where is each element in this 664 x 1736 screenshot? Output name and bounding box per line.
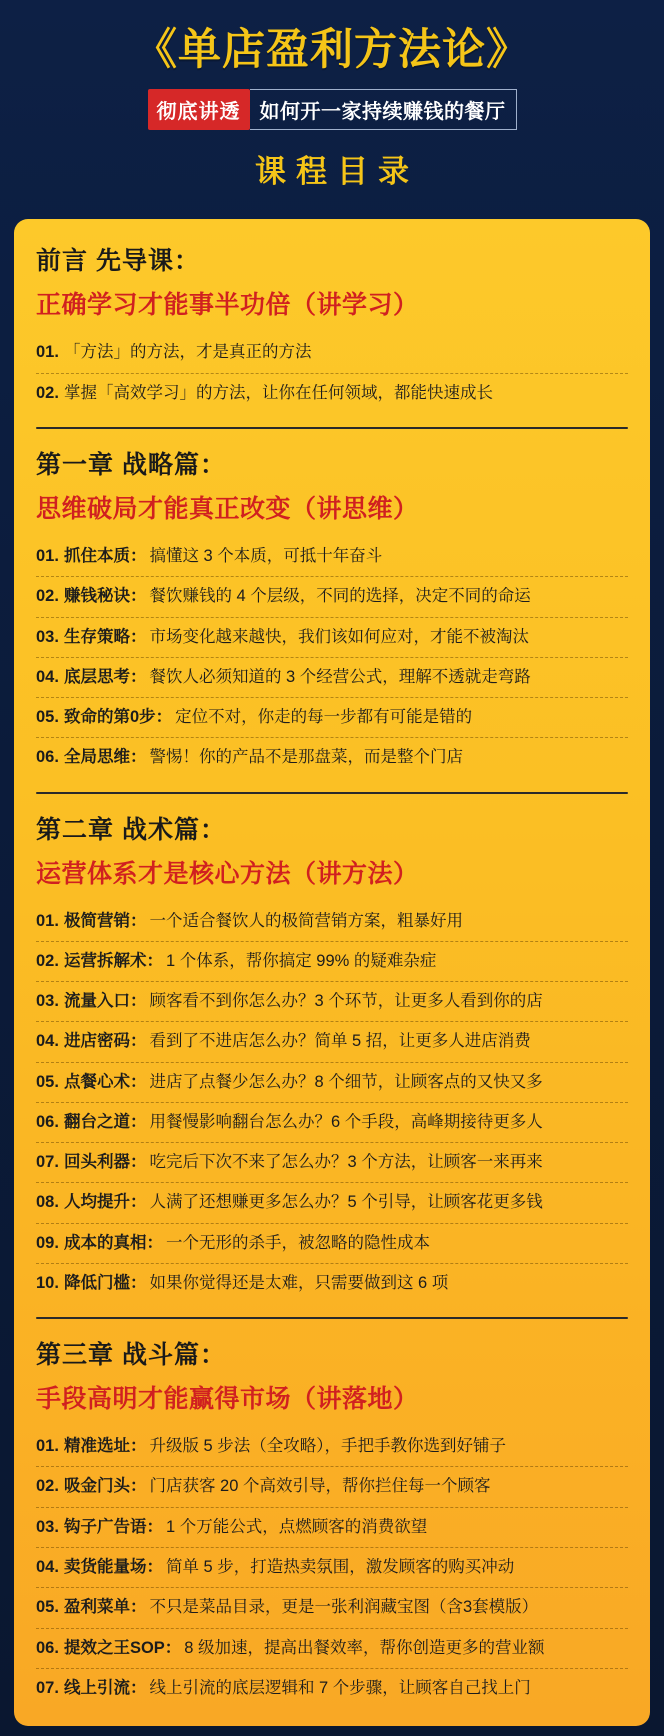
item-lead-label: 生存策略：	[63, 627, 147, 646]
item-number: 01.	[36, 911, 59, 930]
list-item[interactable]	[36, 1143, 628, 1183]
section-divider	[36, 792, 628, 794]
item-number: 01.	[36, 1437, 59, 1456]
item-lead-label: 人均提升：	[63, 1193, 147, 1212]
chapter-section	[36, 241, 628, 413]
item-lead-label: 盈利菜单：	[63, 1598, 147, 1617]
item-description: 警惕！你的产品不是那盘菜，而是整个门店	[149, 748, 463, 767]
item-number: 02.	[36, 1477, 59, 1496]
item-lead-label: 回头利器：	[63, 1153, 147, 1172]
chapter-list	[36, 241, 628, 1708]
page-title: 《单店盈利方法论》	[134, 26, 530, 74]
item-description: 升级版 5 步法（全攻略），手把手教你选到好铺子	[149, 1437, 507, 1456]
item-description: 1 个万能公式，点燃顾客的消费欲望	[165, 1517, 428, 1536]
chapter-section	[36, 1335, 628, 1708]
item-description: 定位不对，你走的每一步都有可能是错的	[175, 708, 473, 727]
list-item[interactable]	[36, 1103, 628, 1143]
list-item[interactable]	[36, 902, 628, 942]
list-item[interactable]	[36, 1588, 628, 1628]
catalog-card	[14, 219, 650, 1726]
subtitle-row	[18, 89, 646, 130]
list-item[interactable]	[36, 698, 628, 738]
item-number: 05.	[36, 1598, 59, 1617]
item-description: 一个适合餐饮人的极简营销方案，粗暴好用	[149, 911, 463, 930]
item-lead-label: 致命的第0步：	[63, 708, 173, 727]
item-number: 04.	[36, 667, 59, 686]
list-item[interactable]	[36, 537, 628, 577]
list-item[interactable]	[36, 1669, 628, 1708]
item-lead-label: 流量入口：	[63, 992, 147, 1011]
list-item[interactable]	[36, 1224, 628, 1264]
item-number: 10.	[36, 1273, 59, 1292]
chapter-title: 第一章 战略篇：	[36, 450, 226, 479]
item-number: 03.	[36, 627, 59, 646]
item-number: 07.	[36, 1153, 59, 1172]
item-description: 进店了点餐少怎么办？8 个细节，让顾客点的又快又多	[149, 1072, 543, 1091]
item-number: 02.	[36, 587, 59, 606]
item-number: 05.	[36, 708, 59, 727]
list-item[interactable]	[36, 1629, 628, 1669]
chapter-subtitle: 运营体系才是核心方法（讲方法）	[36, 859, 419, 888]
item-lead-label: 钩子广告语：	[63, 1517, 163, 1536]
item-description: 吃完后下次不来了怎么办？3 个方法，让顾客一来再来	[149, 1153, 543, 1172]
item-description: 用餐慢影响翻台怎么办？6 个手段，高峰期接待更多人	[149, 1112, 543, 1131]
item-number: 01.	[36, 343, 59, 362]
chapter-title: 第三章 战斗篇：	[36, 1341, 226, 1370]
item-lead-label: 降低门槛：	[63, 1273, 147, 1292]
item-number: 04.	[36, 1558, 59, 1577]
item-description: 门店获客 20 个高效引导，帮你拦住每一个顾客	[149, 1477, 491, 1496]
item-description: 简单 5 步，打造热卖氛围，激发顾客的购买冲动	[165, 1558, 515, 1577]
item-number: 01.	[36, 546, 59, 565]
item-lead-label: 全局思维：	[63, 748, 147, 767]
chapter-section	[36, 810, 628, 1304]
chapter-subtitle: 正确学习才能事半功倍（讲学习）	[36, 291, 419, 320]
item-number: 09.	[36, 1233, 59, 1252]
item-description: 餐饮赚钱的 4 个层级，不同的选择，决定不同的命运	[149, 587, 531, 606]
item-number: 03.	[36, 1517, 59, 1536]
item-lead-label: 线上引流：	[63, 1678, 147, 1697]
item-description: 如果你觉得还是太难，只需要做到这 6 项	[149, 1273, 449, 1292]
chapter-subtitle: 手段高明才能赢得市场（讲落地）	[36, 1385, 419, 1414]
list-item[interactable]	[36, 1063, 628, 1103]
list-item[interactable]	[36, 658, 628, 698]
item-lead-label: 底层思考：	[63, 667, 147, 686]
list-item[interactable]	[36, 942, 628, 982]
list-item[interactable]	[36, 333, 628, 373]
highlight-badge: 彻底讲透	[148, 89, 250, 130]
item-number: 07.	[36, 1678, 59, 1697]
list-item[interactable]	[36, 1022, 628, 1062]
chapter-title: 第二章 战术篇：	[36, 815, 226, 844]
section-divider	[36, 1317, 628, 1319]
item-lead-label: 点餐心术：	[63, 1072, 147, 1091]
list-item[interactable]	[36, 982, 628, 1022]
chapter-subtitle: 思维破局才能真正改变（讲思维）	[36, 494, 419, 523]
item-lead-label: 进店密码：	[63, 1032, 147, 1051]
item-description: 「方法」的方法，才是真正的方法	[63, 343, 312, 362]
item-lead-label: 赚钱秘诀：	[63, 587, 147, 606]
list-item[interactable]	[36, 618, 628, 658]
item-description: 不只是菜品目录，更是一张利润藏宝图（含3套模版）	[149, 1598, 539, 1617]
item-lead-label: 成本的真相：	[63, 1233, 163, 1252]
item-number: 03.	[36, 992, 59, 1011]
chapter-title: 前言 先导课：	[36, 247, 200, 276]
list-item[interactable]	[36, 577, 628, 617]
item-number: 04.	[36, 1032, 59, 1051]
item-number: 08.	[36, 1193, 59, 1212]
item-description: 一个无形的杀手，被忽略的隐性成本	[165, 1233, 430, 1252]
item-number: 02.	[36, 951, 59, 970]
item-description: 1 个体系，帮你搞定 99% 的疑难杂症	[165, 951, 437, 970]
subtitle-text: 如何开一家持续赚钱的餐厅	[250, 89, 517, 130]
item-lead-label: 吸金门头：	[63, 1477, 147, 1496]
list-item[interactable]	[36, 1548, 628, 1588]
list-item[interactable]	[36, 374, 628, 413]
item-description: 掌握「高效学习」的方法，让你在任何领域，都能快速成长	[63, 383, 493, 402]
item-description: 8 级加速，提高出餐效率，帮你创造更多的营业额	[184, 1638, 545, 1657]
item-description: 顾客看不到你怎么办？3 个环节，让更多人看到你的店	[149, 992, 543, 1011]
section-divider	[36, 427, 628, 429]
chapter-section	[36, 445, 628, 778]
item-description: 搞懂这 3 个本质，可抵十年奋斗	[149, 546, 383, 565]
item-lead-label: 提效之王SOP：	[63, 1638, 182, 1657]
item-number: 05.	[36, 1072, 59, 1091]
item-description: 人满了还想赚更多怎么办？5 个引导，让顾客花更多钱	[149, 1193, 543, 1212]
list-item[interactable]	[36, 1264, 628, 1303]
list-item[interactable]	[36, 1427, 628, 1467]
list-item[interactable]	[36, 1508, 628, 1548]
item-number: 06.	[36, 748, 59, 767]
list-item[interactable]	[36, 1183, 628, 1223]
item-lead-label: 极简营销：	[63, 911, 147, 930]
item-lead-label: 翻台之道：	[63, 1112, 147, 1131]
item-number: 02.	[36, 383, 59, 402]
item-description: 线上引流的底层逻辑和 7 个步骤，让顾客自己找上门	[149, 1678, 531, 1697]
page-header	[0, 0, 664, 201]
item-description: 餐饮人必须知道的 3 个经营公式，理解不透就走弯路	[149, 667, 531, 686]
list-item[interactable]	[36, 1467, 628, 1507]
item-lead-label: 运营拆解术：	[63, 951, 163, 970]
item-description: 看到了不进店怎么办？简单 5 招，让更多人进店消费	[149, 1032, 531, 1051]
item-lead-label: 卖货能量场：	[63, 1558, 163, 1577]
item-number: 06.	[36, 1112, 59, 1131]
list-item[interactable]	[36, 738, 628, 777]
item-lead-label: 抓住本质：	[63, 546, 147, 565]
item-lead-label: 精准选址：	[63, 1437, 147, 1456]
item-description: 市场变化越来越快，我们该如何应对，才能不被淘汰	[149, 627, 529, 646]
item-number: 06.	[36, 1638, 59, 1657]
catalog-heading: 课程目录	[255, 154, 419, 190]
